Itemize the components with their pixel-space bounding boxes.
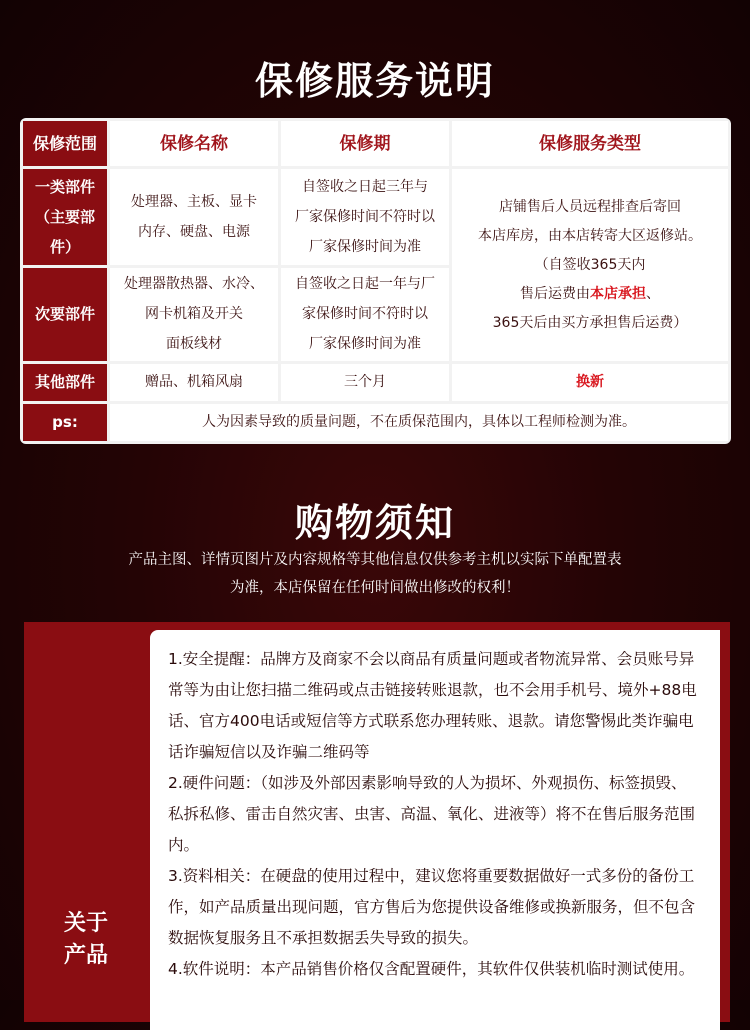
other-parts-label: 其他部件 [23,364,107,401]
warranty-title: 保修服务说明 [254,59,495,103]
header-scope: 保修范围 [23,121,107,166]
minor-parts-names: 处理器散热器、水冷、 网卡机箱及开关 面板线材 [110,268,278,361]
header-period: 保修期 [281,121,449,166]
table-row-other [23,364,728,401]
notice-item-software: 4.软件说明：本产品销售价格仅含配置硬件，其软件仅供装机临时测试使用。 [168,960,695,978]
about-product-card [150,630,720,1030]
ps-label: ps: [23,404,107,441]
about-product-label: 关于 产品 [63,911,108,968]
minor-parts-label: 次要部件 [23,268,107,361]
other-parts-service: 换新 [452,364,728,401]
major-parts-label: 一类部件 （主要部件） [23,169,107,264]
shopping-title: 购物须知 [294,501,455,545]
other-parts-names: 赠品、机箱风扇 [110,364,278,401]
major-parts-names: 处理器、主板、显卡 内存、硬盘、电源 [110,169,278,264]
notice-item-hardware: 2.硬件问题：（如涉及外部因素影响导致的人为损坏、外观损伤、标签损毁、私拆私修、雷击自然灾害、虫害、高温、氧化、进液等）将不在售后服务范围内。 [168,774,696,854]
other-parts-period: 三个月 [281,364,449,401]
major-parts-period: 自签收之日起三年与 厂家保修时间不符时以 厂家保修时间为准 [281,169,449,264]
service-type-description: 店铺售后人员远程排查后寄回 本店库房，由本店转寄大区返修站。 （自签收365天内 售后运费由本店承担、 365天后由买方承担售后运费） [452,169,728,360]
table-header-row [23,121,728,166]
notice-item-security: 1.安全提醒：品牌方及商家不会以商品有质量问题或者物流异常、会员账号异常等为由让您扫描二维码或点击链接转账退款，也不会用手机号、境外+88电话、官方400电话或短信等方式联系您办理转账、退款。请您警惕此类诈骗电话诈骗短信以及诈骗二维码等 [168,650,697,761]
shopping-notice: 产品主图、详情页图片及内容规格等其他信息仅供参考主机以实际下单配置表 为准，本店保留在任何时间做出修改的权利！ [128,552,622,596]
header-service-type: 保修服务类型 [452,121,728,166]
header-name: 保修名称 [110,121,278,166]
table-row-ps [23,404,728,441]
minor-parts-period: 自签收之日起一年与厂 家保修时间不符时以 厂家保修时间为准 [281,268,449,361]
notice-item-data: 3.资料相关：在硬盘的使用过程中，建议您将重要数据做好一式多份的备份工作，如产品质量出现问题，官方售后为您提供设备维修或换新服务，但不包含数据恢复服务且不承担数据丢失导致的损失。 [168,867,696,947]
ps-text: 人为因素导致的质量问题，不在质保范围内，具体以工程师检测为准。 [110,404,728,441]
warranty-table [20,118,731,444]
store-pays-highlight: 本店承担 [590,285,646,302]
table-row-major [23,169,728,264]
